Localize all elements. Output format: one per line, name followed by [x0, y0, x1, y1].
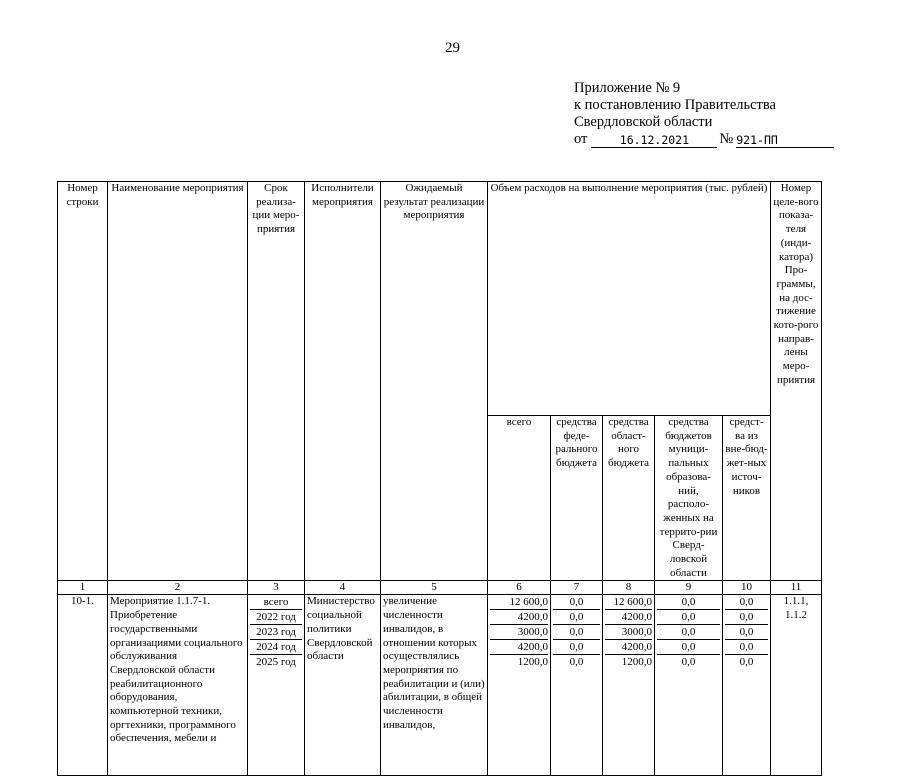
- header-total: всего: [488, 416, 551, 581]
- header-executors: Исполнители мероприятия: [305, 182, 381, 581]
- column-number: 4: [305, 581, 381, 595]
- appendix-region: Свердловской области: [574, 114, 713, 130]
- page-number: 29: [445, 40, 460, 56]
- column-number: 2: [108, 581, 248, 595]
- federal-value: 0,0: [553, 610, 600, 625]
- date-value: 16.12.2021: [591, 134, 717, 148]
- total-value: 1200,0: [517, 656, 548, 669]
- header-result: Ожидаемый результат реализации мероприятия: [381, 182, 488, 581]
- header-federal: средства феде-рального бюджета: [551, 416, 603, 581]
- extra-value: 0,0: [739, 656, 754, 669]
- regional-value: 3000,0: [605, 625, 652, 640]
- extra-value: 0,0: [725, 610, 768, 625]
- header-volume: Объем расходов на выполнение мероприятия (тыс. рублей): [488, 182, 771, 416]
- municipal-value: 0,0: [657, 640, 720, 655]
- regional-cell: [603, 595, 655, 776]
- header-row: [58, 182, 822, 416]
- municipal-value: 0,0: [657, 595, 720, 610]
- number-value: 921-ПП: [736, 134, 834, 148]
- appendix-date-line: [574, 131, 834, 148]
- target-indicators: 1.1.1, 1.1.2: [771, 595, 822, 776]
- federal-value: 0,0: [553, 640, 600, 655]
- header-target: Номер целе-вого показа-теля (инди-катора) Про-граммы, на дос-тижение кото-рого направ-лены меро-приятия: [771, 182, 822, 581]
- regional-value: 4200,0: [605, 610, 652, 625]
- period-cell: [248, 595, 305, 776]
- period: 2023 год: [250, 625, 302, 640]
- header-municipal: средства бюджетов муници-пальных образова-ний, располо-женных на террито-рии Сверд-ловской области: [655, 416, 723, 581]
- municipal-value: 0,0: [657, 610, 720, 625]
- appendix-block: [574, 80, 834, 148]
- number-prefix: №: [719, 131, 734, 147]
- table-row: [58, 595, 822, 776]
- executor: Министерство социальной политики Свердловской области: [305, 595, 381, 776]
- column-number-row: [58, 581, 822, 595]
- header-name: Наименование мероприятия: [108, 182, 248, 581]
- column-number: 1: [58, 581, 108, 595]
- extra-value: 0,0: [725, 625, 768, 640]
- date-prefix: от: [574, 131, 588, 147]
- total-cell: [488, 595, 551, 776]
- period: 2022 год: [250, 610, 302, 625]
- total-value: 4200,0: [490, 610, 548, 625]
- activities-table: [57, 181, 822, 776]
- appendix-title: Приложение № 9: [574, 80, 681, 96]
- period: 2024 год: [250, 640, 302, 655]
- column-number: 10: [723, 581, 771, 595]
- period: 2025 год: [256, 656, 296, 669]
- column-number: 9: [655, 581, 723, 595]
- column-number: 5: [381, 581, 488, 595]
- federal-value: 0,0: [553, 625, 600, 640]
- total-value: 4200,0: [490, 640, 548, 655]
- extra-cell: [723, 595, 771, 776]
- header-row-no: Номер строки: [58, 182, 108, 581]
- federal-cell: [551, 595, 603, 776]
- municipal-cell: [655, 595, 723, 776]
- regional-value: 12 600,0: [605, 595, 652, 610]
- header-regional: средства област-ного бюджета: [603, 416, 655, 581]
- regional-value: 1200,0: [621, 656, 652, 669]
- federal-value: 0,0: [553, 595, 600, 610]
- municipal-value: 0,0: [657, 625, 720, 640]
- municipal-value: 0,0: [681, 656, 696, 669]
- regional-value: 4200,0: [605, 640, 652, 655]
- extra-value: 0,0: [725, 640, 768, 655]
- column-number: 7: [551, 581, 603, 595]
- column-number: 8: [603, 581, 655, 595]
- extra-value: 0,0: [725, 595, 768, 610]
- header-extra: средст-ва из вне-бюд-жет-ных источ-ников: [723, 416, 771, 581]
- activity-name: Мероприятие 1.1.7-1. Приобретение государственными организациями социального обслуживания Свердловской области реабилитационного оборудования, компьютерной техники, оргтехники, программного обеспечения, мебели и: [108, 595, 248, 776]
- column-number: 11: [771, 581, 822, 595]
- expected-result: увеличение численности инвалидов, в отношении которых осуществлялись мероприятия по реабилитации и (или) абилитации, в общей численности инвалидов,: [381, 595, 488, 776]
- federal-value: 0,0: [569, 656, 584, 669]
- total-value: 3000,0: [490, 625, 548, 640]
- column-number: 3: [248, 581, 305, 595]
- header-term: Срок реализа-ции меро-приятия: [248, 182, 305, 581]
- appendix-resolution: к постановлению Правительства: [574, 97, 776, 113]
- total-value: 12 600,0: [490, 595, 548, 610]
- period: всего: [250, 595, 302, 610]
- column-number: 6: [488, 581, 551, 595]
- row-number: 10-1.: [58, 595, 108, 776]
